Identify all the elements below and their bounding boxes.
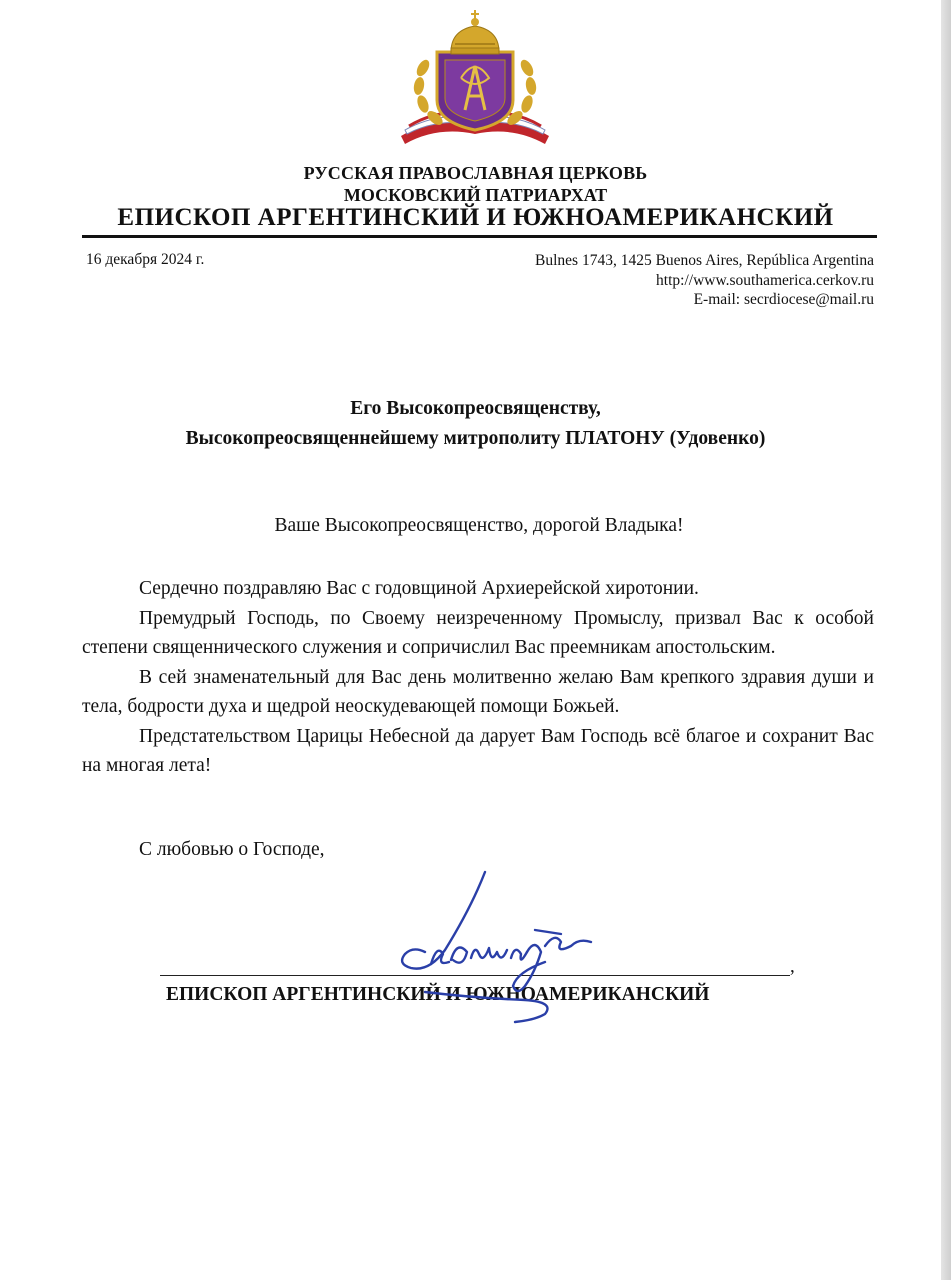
patriarchate-name: МОСКОВСКИЙ ПАТРИАРХАТ xyxy=(343,185,608,205)
addressee-line-1: Его Высокопреосвященству, xyxy=(350,398,601,419)
addressee-line-2: Высокопреосвященнейшему митрополиту ПЛАТОНУ (Удовенко) xyxy=(185,428,766,449)
greeting: Ваше Высокопреосвященство, дорогой Владыка! xyxy=(274,515,684,536)
paragraph: В сей знаменательный для Вас день молитвенно желаю Вам крепкого здравия души и тела, бодрости духа и щедрой неоскудевающей помощи Божьей. xyxy=(82,666,874,717)
paragraph: Сердечно поздравляю Вас с годовщиной Архиерейской хиротонии. xyxy=(139,578,699,599)
paragraph: Премудрый Господь, по Своему неизреченному Промыслу, призвал Вас к особой степени священнического служения и сопричислил Вас преемникам апостольским. xyxy=(82,607,874,658)
letterhead-title: ЕПИСКОП АРГЕНТИНСКИЙ И ЮЖНОАМЕРИКАНСКИЙ xyxy=(117,204,834,231)
closing-phrase: С любовью о Господе, xyxy=(139,839,325,860)
website-link[interactable]: http://www.southamerica.cerkov.ru xyxy=(656,271,874,289)
letter-body xyxy=(82,574,874,781)
patriarchal-coat-of-arms-icon xyxy=(395,8,555,150)
contact-block xyxy=(535,251,874,310)
signature-comma: , xyxy=(790,956,795,977)
letter-date: 16 декабря 2024 г. xyxy=(86,251,205,268)
handwritten-signature xyxy=(385,868,615,1033)
signature-title: ЕПИСКОП АРГЕНТИНСКИЙ И ЮЖНОАМЕРИКАНСКИЙ xyxy=(166,984,710,1005)
email-link[interactable]: E-mail: secrdiocese@mail.ru xyxy=(693,291,874,308)
header-divider xyxy=(82,235,877,238)
church-name: РУССКАЯ ПРАВОСЛАВНАЯ ЦЕРКОВЬ xyxy=(303,163,648,183)
paragraph: Предстательством Царицы Небесной да дарует Вам Господь всё благое и сохранит Вас на многая лета! xyxy=(82,725,874,776)
postal-address: Bulnes 1743, 1425 Buenos Aires, República Argentina xyxy=(535,252,874,269)
